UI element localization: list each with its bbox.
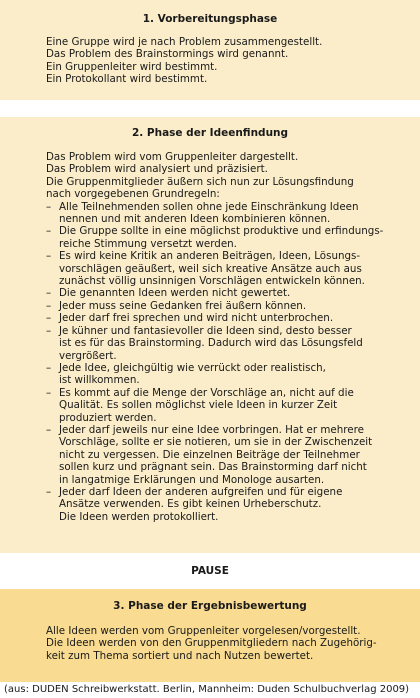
phase-3-text bbox=[46, 625, 406, 662]
rule-text: – Die Gruppe sollte in eine möglichst produktive und erfindungs- reiche Stimmung versetzt werden. bbox=[59, 225, 384, 250]
rule-text: – Jede Idee, gleichgültig wie verrückt oder realistisch, ist willkommen. bbox=[59, 361, 326, 387]
phase-3-line: Die Ideen werden von den Gruppenmitgliedern nach Zugehörig- bbox=[46, 637, 377, 650]
phase-2-text bbox=[46, 151, 406, 523]
phase-3-line: Alle Ideen werden vom Gruppenleiter vorgelesen/vorgestellt. bbox=[46, 625, 361, 637]
rule-text: – Es kommt auf die Menge der Vorschläge an, nicht auf die Qualität. Es sollen möglichst viele Ideen in kurzer Zeit produziert werden. bbox=[59, 386, 354, 424]
rule-text: – Es wird keine Kritik an anderen Beiträgen, Ideen, Lösungs- vorschlägen geäußert, weil sich kreative Ansätze auch aus zunächst völlig unsinnigen Vorschlägen entwickeln können. bbox=[59, 250, 365, 288]
phase-2-title: 2. Phase der Ideenfindung bbox=[131, 127, 289, 139]
rule-text: – Jeder darf frei sprechen und wird nicht unterbrochen. bbox=[59, 312, 334, 325]
phase-1-panel bbox=[0, 0, 420, 100]
phase-1-text bbox=[46, 36, 406, 86]
phase-1-line: Das Problem des Brainstormings wird genannt. bbox=[46, 48, 289, 61]
rule-text: – Jeder muss seine Gedanken frei äußern können. bbox=[59, 299, 307, 312]
phase-2-intro-line: Die Gruppenmitglieder äußern sich nun zur Lösungsfindung bbox=[46, 175, 354, 188]
phase-2-panel bbox=[0, 117, 420, 553]
phase-2-intro-line: nach vorgegebenen Grundregeln: bbox=[46, 188, 220, 201]
phase-2-intro-line: Das Problem wird analysiert und präzisiert. bbox=[46, 163, 268, 176]
list-item bbox=[46, 312, 406, 324]
list-item bbox=[46, 325, 406, 362]
phase-1-line: Ein Protokollant wird bestimmt. bbox=[46, 73, 208, 86]
pause-label: PAUSE bbox=[191, 565, 229, 577]
list-item bbox=[46, 225, 406, 250]
rule-text: – Die genannten Ideen werden nicht gewertet. bbox=[59, 287, 291, 300]
rule-text: – Jeder darf jeweils nur eine Idee vorbringen. Hat er mehrere Vorschläge, sollte er sie notieren, um sie in der Zwischenzeit nicht zu vergessen. Die einzelnen Beiträge der Teilnehmer sollen kurz und prägnant sein. Das Brainstorming darf nicht in langatmige Erklärungen und Monologe ausarten. bbox=[59, 423, 373, 486]
list-item bbox=[46, 287, 406, 299]
phase-1-line: Ein Gruppenleiter wird bestimmt. bbox=[46, 60, 218, 73]
phase-1-line: Eine Gruppe wird je nach Problem zusammengestellt. bbox=[46, 36, 323, 48]
list-item bbox=[46, 424, 406, 486]
phase-1-title: 1. Vorbereitungsphase bbox=[142, 13, 278, 25]
list-item bbox=[46, 486, 406, 511]
source-citation: (aus: DUDEN Schreibwerkstatt. Berlin, Mannheim: Duden Schulbuchverlag 2009) bbox=[4, 684, 410, 695]
phase-3-panel bbox=[0, 589, 420, 682]
ground-rules-list bbox=[46, 201, 406, 511]
phase-3-title: 3. Phase der Ergebnisbewertung bbox=[113, 600, 307, 612]
list-item bbox=[46, 250, 406, 287]
list-item bbox=[46, 362, 406, 387]
rule-text: – Je kühner und fantasievoller die Ideen sind, desto besser ist es für das Brainstorming. Dadurch wird das Lösungsfeld vergrößert. bbox=[59, 324, 363, 362]
rule-text: – Jeder darf Ideen der anderen aufgreifen und für eigene Ansätze verwenden. Es gibt keinen Urheberschutz. bbox=[59, 485, 343, 511]
phase-3-line: keit zum Thema sortiert und nach Nutzen bewertet. bbox=[46, 649, 314, 662]
phase-2-intro-line: Das Problem wird vom Gruppenleiter dargestellt. bbox=[46, 151, 299, 163]
phase-2-closing-line: Die Ideen werden protokolliert. bbox=[59, 510, 219, 523]
list-item bbox=[46, 201, 406, 226]
list-item bbox=[46, 387, 406, 424]
list-item bbox=[46, 300, 406, 312]
rule-text: – Alle Teilnehmenden sollen ohne jede Einschränkung Ideen nennen und mit anderen Ideen kombinieren können. bbox=[59, 200, 359, 226]
